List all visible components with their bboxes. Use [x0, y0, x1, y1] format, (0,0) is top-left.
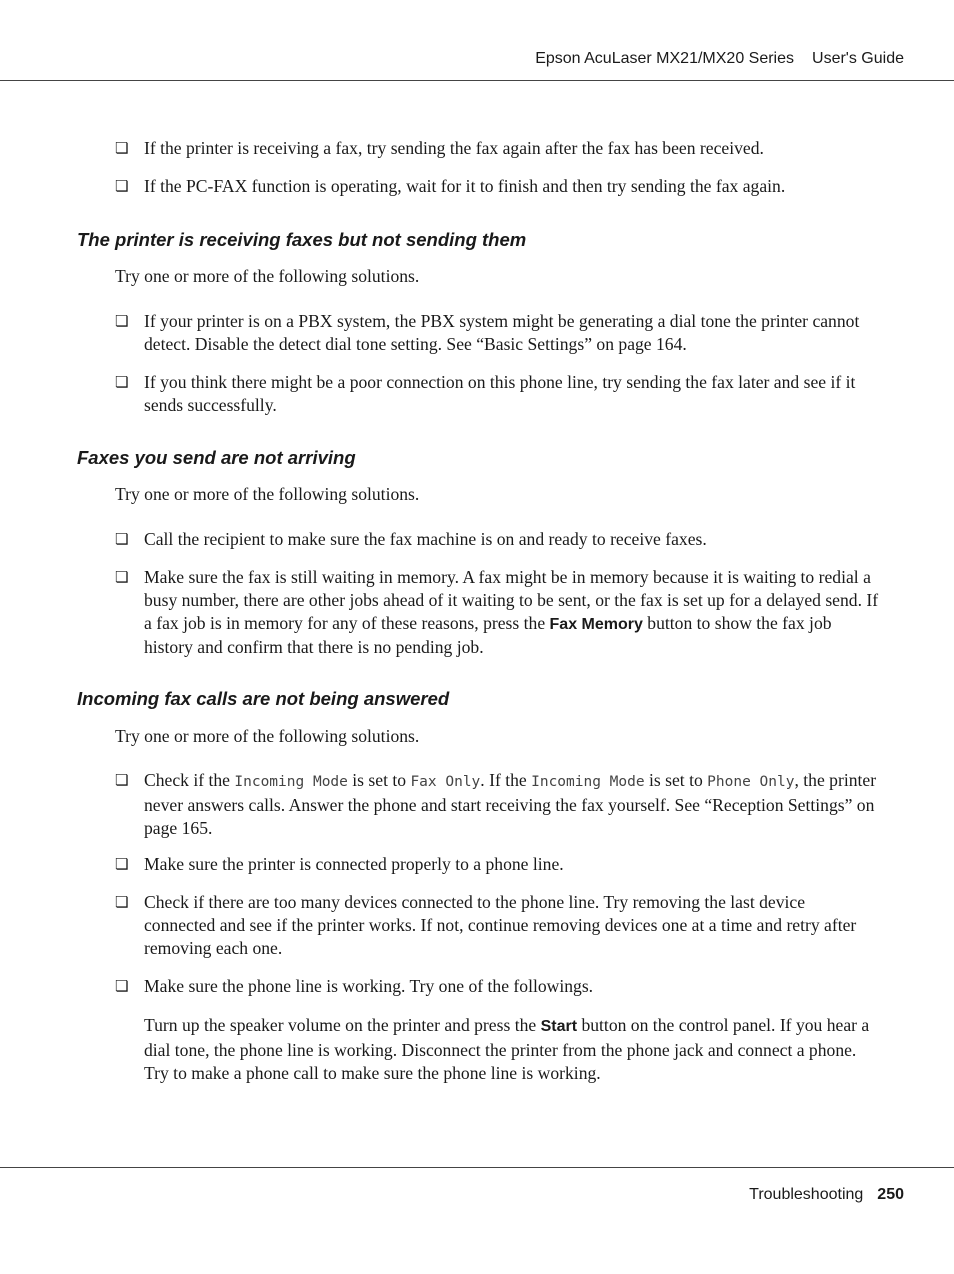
setting-value: Phone Only: [707, 774, 795, 790]
text-run: Check if the: [144, 770, 235, 790]
footer-rule: [0, 1167, 954, 1168]
text-run: , the printer never answers calls. Answer the phone and start receiving the fax yourself. See “Reception Settings” on page 165.: [144, 770, 877, 838]
checkbox-bullet-icon: ❏: [115, 312, 129, 330]
text-run: Make sure the fax is still waiting in memory. A fax might be in memory because it is waiting to redial a busy number, there are other jobs ahead of it waiting to be sent, or the fax is set up for a delayed send. If a fax job is in memory for any of these reasons, press the: [144, 567, 879, 633]
list-item: [115, 566, 880, 659]
checkbox-bullet-icon: ❏: [115, 771, 129, 789]
checkbox-bullet-icon: ❏: [115, 893, 129, 911]
list-item: [115, 975, 880, 998]
setting-name: Incoming Mode: [234, 774, 348, 790]
list-item: [115, 310, 880, 356]
page-number: 250: [877, 1186, 904, 1203]
list-item-text: If the PC-FAX function is operating, wait for it to finish and then try sending the fax again.: [144, 176, 786, 196]
list-item: [115, 137, 880, 160]
checkbox-bullet-icon: ❏: [115, 568, 129, 586]
text-run: is set to: [644, 770, 708, 790]
running-footer: [749, 1186, 904, 1204]
list-item: [115, 175, 880, 198]
list-item: [115, 891, 880, 959]
list-item: [115, 769, 880, 839]
sub-paragraph: [144, 1014, 880, 1084]
list-item: [115, 853, 880, 876]
start-key-label: Start: [540, 1018, 578, 1035]
list-item: [115, 371, 880, 417]
section-heading: Faxes you send are not arriving: [77, 447, 356, 468]
section-heading: The printer is receiving faxes but not sending them: [77, 229, 527, 250]
text-run: button on the control panel. If you hear a dial tone, the phone line is working. Disconnect the printer from the phone jack and connect a phone. Try to make a phone call to make sure the phone line is working.: [144, 1015, 870, 1083]
checkbox-bullet-icon: ❏: [115, 855, 129, 873]
checkbox-bullet-icon: ❏: [115, 530, 129, 548]
section-intro: Try one or more of the following solutions.: [115, 726, 420, 746]
list-item-text: Make sure the phone line is working. Try one of the followings.: [144, 976, 594, 996]
footer-section: Troubleshooting: [749, 1186, 864, 1203]
list-item-text: Check if there are too many devices connected to the phone line. Try removing the last device connected and see if the printer works. If not, continue removing devices one at a time and retry after removing each one.: [144, 892, 857, 958]
list-item-text: Make sure the printer is connected properly to a phone line.: [144, 854, 564, 874]
text-run: Turn up the speaker volume on the printer and press the: [144, 1015, 541, 1035]
setting-name: Incoming Mode: [531, 774, 645, 790]
checkbox-bullet-icon: ❏: [115, 139, 129, 157]
checkbox-bullet-icon: ❏: [115, 177, 129, 195]
list-item-text: If you think there might be a poor connection on this phone line, try sending the fax later and see if it sends successfully.: [144, 372, 856, 415]
list-item-text: [144, 769, 880, 839]
header-rule: [0, 80, 954, 81]
running-header: [535, 50, 904, 68]
section-intro: Try one or more of the following solutions.: [115, 484, 420, 504]
section-heading: Incoming fax calls are not being answered: [77, 688, 450, 709]
text-run: button to show the fax job history and confirm that there is no pending job.: [144, 612, 832, 658]
checkbox-bullet-icon: ❏: [115, 977, 129, 995]
header-guide: User's Guide: [812, 50, 904, 67]
text-run: . If the: [480, 770, 532, 790]
list-item-text: If the printer is receiving a fax, try sending the fax again after the fax has been received.: [144, 138, 764, 158]
section-intro: Try one or more of the following solutions.: [115, 266, 420, 286]
setting-value: Fax Only: [410, 774, 481, 790]
list-item: [115, 528, 880, 551]
list-item-text: [144, 566, 880, 659]
list-item-text: If your printer is on a PBX system, the PBX system might be generating a dial tone the printer cannot detect. Disable the detect dial tone setting. See “Basic Settings” on page 164.: [144, 311, 860, 354]
header-product: Epson AcuLaser MX21/MX20 Series: [535, 50, 795, 67]
checkbox-bullet-icon: ❏: [115, 373, 129, 391]
fax-memory-key-label: Fax Memory: [549, 615, 643, 633]
text-run: is set to: [347, 770, 411, 790]
list-item-text: Call the recipient to make sure the fax machine is on and ready to receive faxes.: [144, 529, 707, 549]
